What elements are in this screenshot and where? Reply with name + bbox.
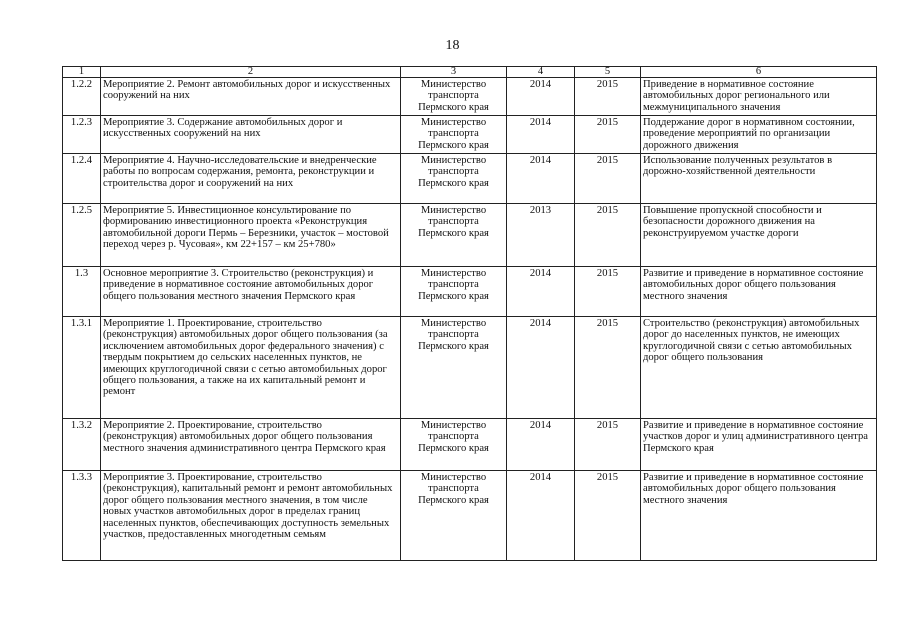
responsible-organization: Министерство транспорта Пермского края xyxy=(401,78,507,116)
start-year: 2014 xyxy=(507,419,575,471)
column-header: 3 xyxy=(401,67,507,78)
responsible-organization: Министерство транспорта Пермского края xyxy=(401,471,507,561)
expected-result: Развитие и приведение в нормативное состояние автомобильных дорог общего пользования местного значения xyxy=(641,471,877,561)
start-year: 2014 xyxy=(507,154,575,204)
start-year: 2014 xyxy=(507,471,575,561)
measure-description: Мероприятие 4. Научно-исследовательские и внедренческие работы по вопросам содержания, ремонта, реконструкции и строительства дорог и сооружений на них xyxy=(101,154,401,204)
expected-result: Развитие и приведение в нормативное состояние автомобильных дорог общего пользования местного значения xyxy=(641,267,877,317)
measure-description: Мероприятие 2. Проектирование, строительство (реконструкция) автомобильных дорог общего пользования местного значения административного центра Пермского края xyxy=(101,419,401,471)
responsible-organization: Министерство транспорта Пермского края xyxy=(401,267,507,317)
page-number: 18 xyxy=(445,38,460,53)
row-number: 1.3.3 xyxy=(63,471,101,561)
start-year: 2014 xyxy=(507,317,575,419)
table-row xyxy=(63,267,877,317)
expected-result: Развитие и приведение в нормативное состояние участков дорог и улиц административного центра Пермского края xyxy=(641,419,877,471)
measure-description: Мероприятие 2. Ремонт автомобильных дорог и искусственных сооружений на них xyxy=(101,78,401,116)
responsible-organization: Министерство транспорта Пермского края xyxy=(401,116,507,154)
end-year: 2015 xyxy=(575,78,641,116)
expected-result: Использование полученных результатов в дорожно-хозяйственной деятельности xyxy=(641,154,877,204)
column-header: 2 xyxy=(101,67,401,78)
end-year: 2015 xyxy=(575,267,641,317)
expected-result: Поддержание дорог в нормативном состоянии, проведение мероприятий по организации дорожного движения xyxy=(641,116,877,154)
expected-result: Приведение в нормативное состояние автомобильных дорог регионального или межмуниципального значения xyxy=(641,78,877,116)
row-number: 1.3 xyxy=(63,267,101,317)
end-year: 2015 xyxy=(575,204,641,267)
table-row xyxy=(63,78,877,116)
measure-description: Основное мероприятие 3. Строительство (реконструкция) и приведение в нормативное состояние автомобильных дорог общего пользования местного значения Пермского края xyxy=(101,267,401,317)
row-number: 1.3.1 xyxy=(63,317,101,419)
column-header: 4 xyxy=(507,67,575,78)
measure-description: Мероприятие 3. Содержание автомобильных дорог и искусственных сооружений на них xyxy=(101,116,401,154)
expected-result: Повышение пропускной способности и безопасности дорожного движения на реконструируемом участке дороги xyxy=(641,204,877,267)
row-number: 1.3.2 xyxy=(63,419,101,471)
table-row xyxy=(63,471,877,561)
column-header: 1 xyxy=(63,67,101,78)
measure-description: Мероприятие 3. Проектирование, строительство (реконструкция), капитальный ремонт и ремонт автомобильных дорог общего пользования местного значения, в том числе новых участков автомобильных дорог в пределах границ населенных пунктов, обеспечивающих доступность земельных участков, предоставленных многодетным семьям xyxy=(101,471,401,561)
row-number: 1.2.5 xyxy=(63,204,101,267)
start-year: 2013 xyxy=(507,204,575,267)
row-number: 1.2.2 xyxy=(63,78,101,116)
measure-description: Мероприятие 5. Инвестиционное консультирование по формированию инвестиционного проекта «Реконструкция автомобильной дороги Пермь – Березники, участок – мостовой переход через р. Чусовая», км 22+157 – км 25+780» xyxy=(101,204,401,267)
responsible-organization: Министерство транспорта Пермского края xyxy=(401,154,507,204)
row-number: 1.2.3 xyxy=(63,116,101,154)
column-header: 6 xyxy=(641,67,877,78)
responsible-organization: Министерство транспорта Пермского края xyxy=(401,204,507,267)
end-year: 2015 xyxy=(575,419,641,471)
table-row xyxy=(63,204,877,267)
start-year: 2014 xyxy=(507,267,575,317)
measure-description: Мероприятие 1. Проектирование, строительство (реконструкция) автомобильных дорог общего пользования (за исключением автомобильных дорог федерального значения) с твердым покрытием до сельских населенных пунктов, не имеющих круглогодичной связи с сетью автомобильных дорог общего пользования, а также на их капитальный ремонт и ремонт xyxy=(101,317,401,419)
start-year: 2014 xyxy=(507,78,575,116)
table-row xyxy=(63,154,877,204)
end-year: 2015 xyxy=(575,116,641,154)
table-row xyxy=(63,317,877,419)
responsible-organization: Министерство транспорта Пермского края xyxy=(401,317,507,419)
table-row xyxy=(63,419,877,471)
column-header: 5 xyxy=(575,67,641,78)
table-row xyxy=(63,116,877,154)
column-number-row xyxy=(63,67,877,78)
row-number: 1.2.4 xyxy=(63,154,101,204)
program-table xyxy=(62,66,877,561)
expected-result: Строительство (реконструкция) автомобильных дорог до населенных пунктов, не имеющих круглогодичной связи с сетью автомобильных дорог общего пользования xyxy=(641,317,877,419)
end-year: 2015 xyxy=(575,154,641,204)
responsible-organization: Министерство транспорта Пермского края xyxy=(401,419,507,471)
end-year: 2015 xyxy=(575,317,641,419)
start-year: 2014 xyxy=(507,116,575,154)
end-year: 2015 xyxy=(575,471,641,561)
